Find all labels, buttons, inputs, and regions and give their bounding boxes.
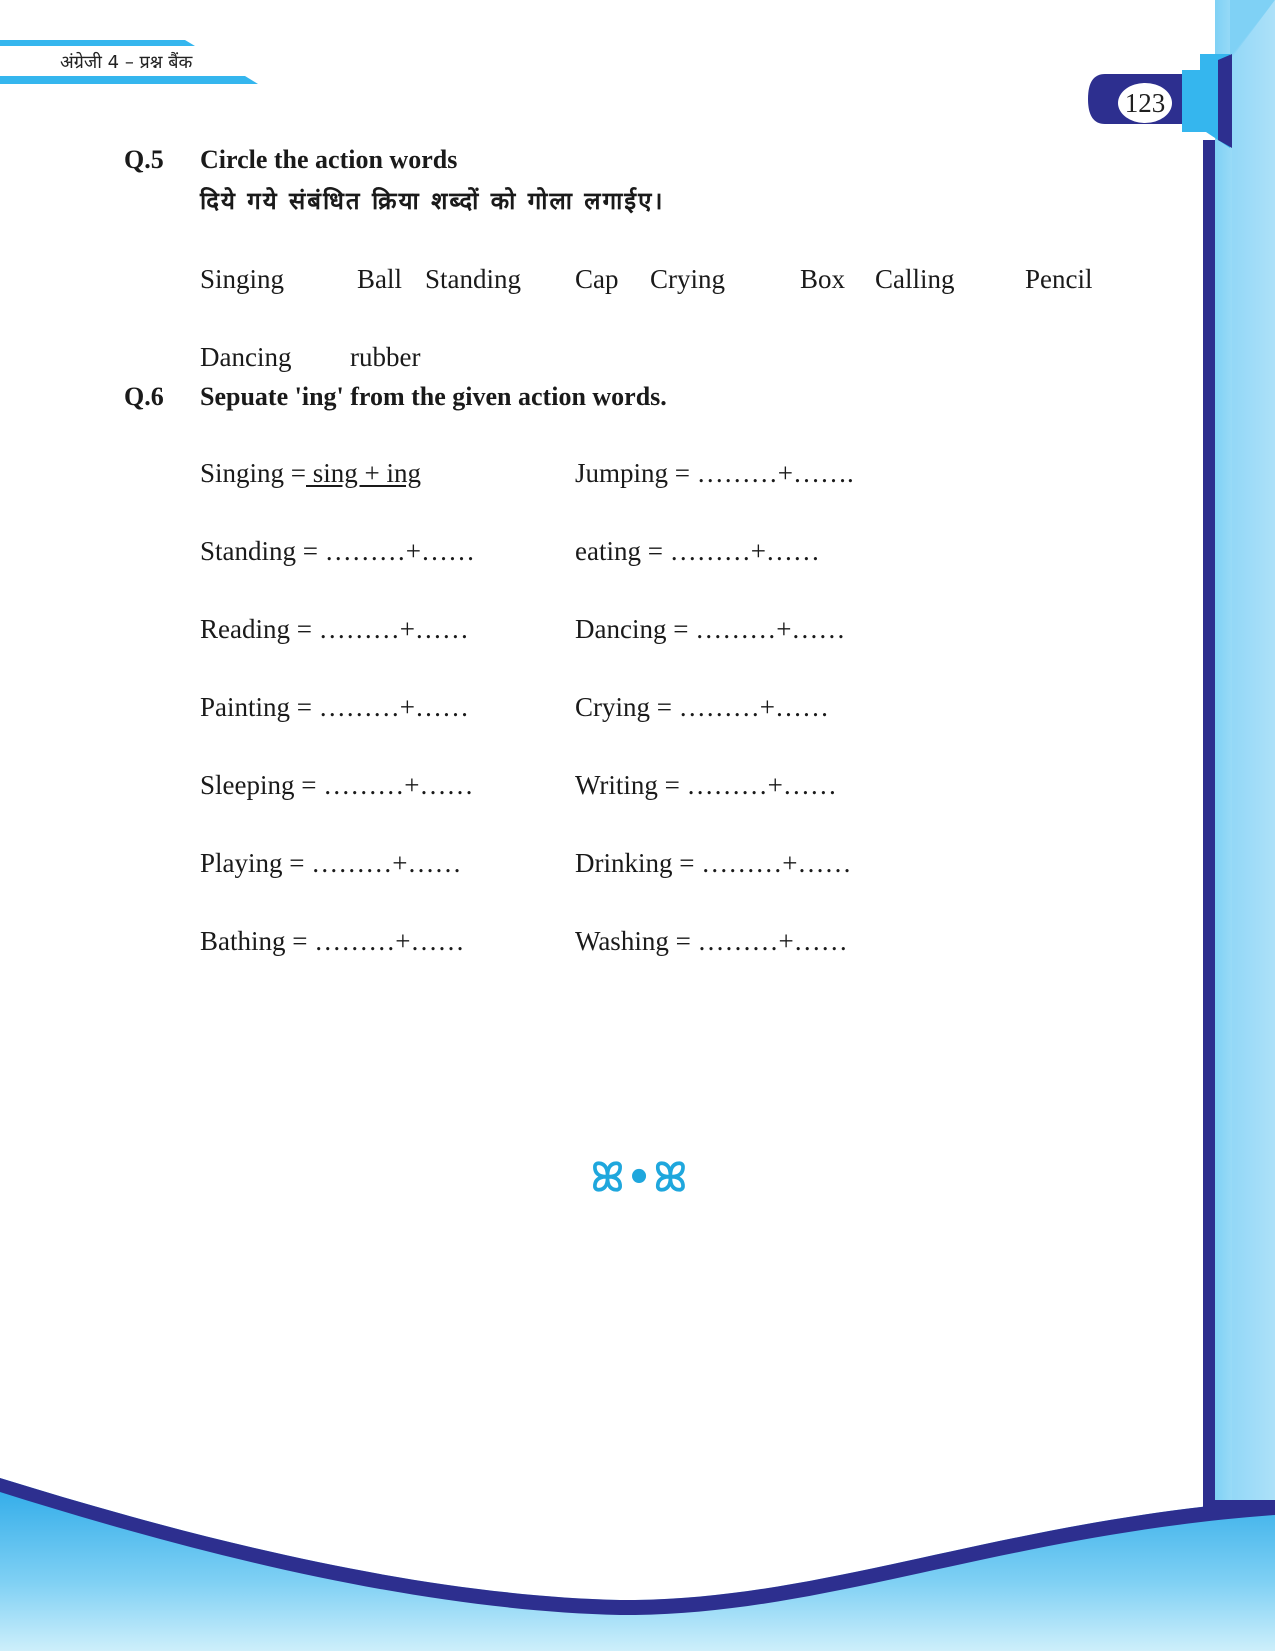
action-word-option[interactable]: Standing — [425, 264, 522, 294]
ing-exercise-item[interactable]: Playing = ………+…… — [200, 848, 462, 878]
ing-exercise-item[interactable]: Writing = ………+…… — [575, 770, 837, 800]
action-word-option[interactable]: Box — [800, 264, 846, 294]
bottom-wave — [0, 1478, 1275, 1651]
ing-exercise-item[interactable]: Sleeping = ………+…… — [200, 770, 474, 800]
ing-exercise-item[interactable]: Crying = ………+…… — [575, 692, 829, 722]
example-word: Singing = — [200, 458, 306, 488]
page-number: 123 — [1124, 88, 1166, 118]
book-title: अंग्रेजी 4 – प्रश्न बैंक — [60, 52, 193, 73]
example-answer: sing + ing — [306, 458, 421, 488]
question-6-title: Sepuate 'ing' from the given action words. — [200, 382, 667, 411]
ing-exercise-item[interactable]: Bathing = ………+…… — [200, 926, 465, 956]
action-word-option[interactable]: rubber — [350, 342, 421, 372]
action-word-option[interactable]: Singing — [200, 264, 285, 294]
right-side-panel — [1203, 0, 1275, 1651]
ing-exercise-item[interactable]: Standing = ………+…… — [200, 536, 475, 566]
question-6-number: Q.6 — [124, 382, 164, 411]
question-5-number: Q.5 — [124, 145, 164, 174]
question-5-title: Circle the action words — [200, 145, 458, 174]
ing-exercise-item[interactable]: Painting = ………+…… — [200, 692, 469, 722]
action-word-option[interactable]: Calling — [875, 264, 955, 294]
action-word-option[interactable]: Crying — [650, 264, 726, 294]
ing-exercise-item[interactable]: Drinking = ………+…… — [575, 848, 852, 878]
action-word-option[interactable]: Dancing — [200, 342, 292, 372]
action-word-option[interactable]: Pencil — [1025, 264, 1093, 294]
ing-exercise-item[interactable]: Jumping = ………+……. — [575, 458, 854, 488]
end-ornament-icon: ꕤ•ꕤ — [590, 1155, 690, 1201]
ing-exercise-item[interactable]: Washing = ………+…… — [575, 926, 848, 956]
ing-exercise-item[interactable]: eating = ………+…… — [575, 536, 820, 566]
action-word-option[interactable]: Cap — [575, 264, 619, 294]
ing-exercise-item[interactable]: Dancing = ………+…… — [575, 614, 846, 644]
ing-example-item — [200, 458, 421, 489]
action-word-option[interactable]: Ball — [357, 264, 402, 294]
question-5-hindi-instruction: दिये गये संबंधित क्रिया शब्दों को गोला लगाईए। — [200, 187, 665, 215]
ing-exercise-item[interactable]: Reading = ………+…… — [200, 614, 469, 644]
